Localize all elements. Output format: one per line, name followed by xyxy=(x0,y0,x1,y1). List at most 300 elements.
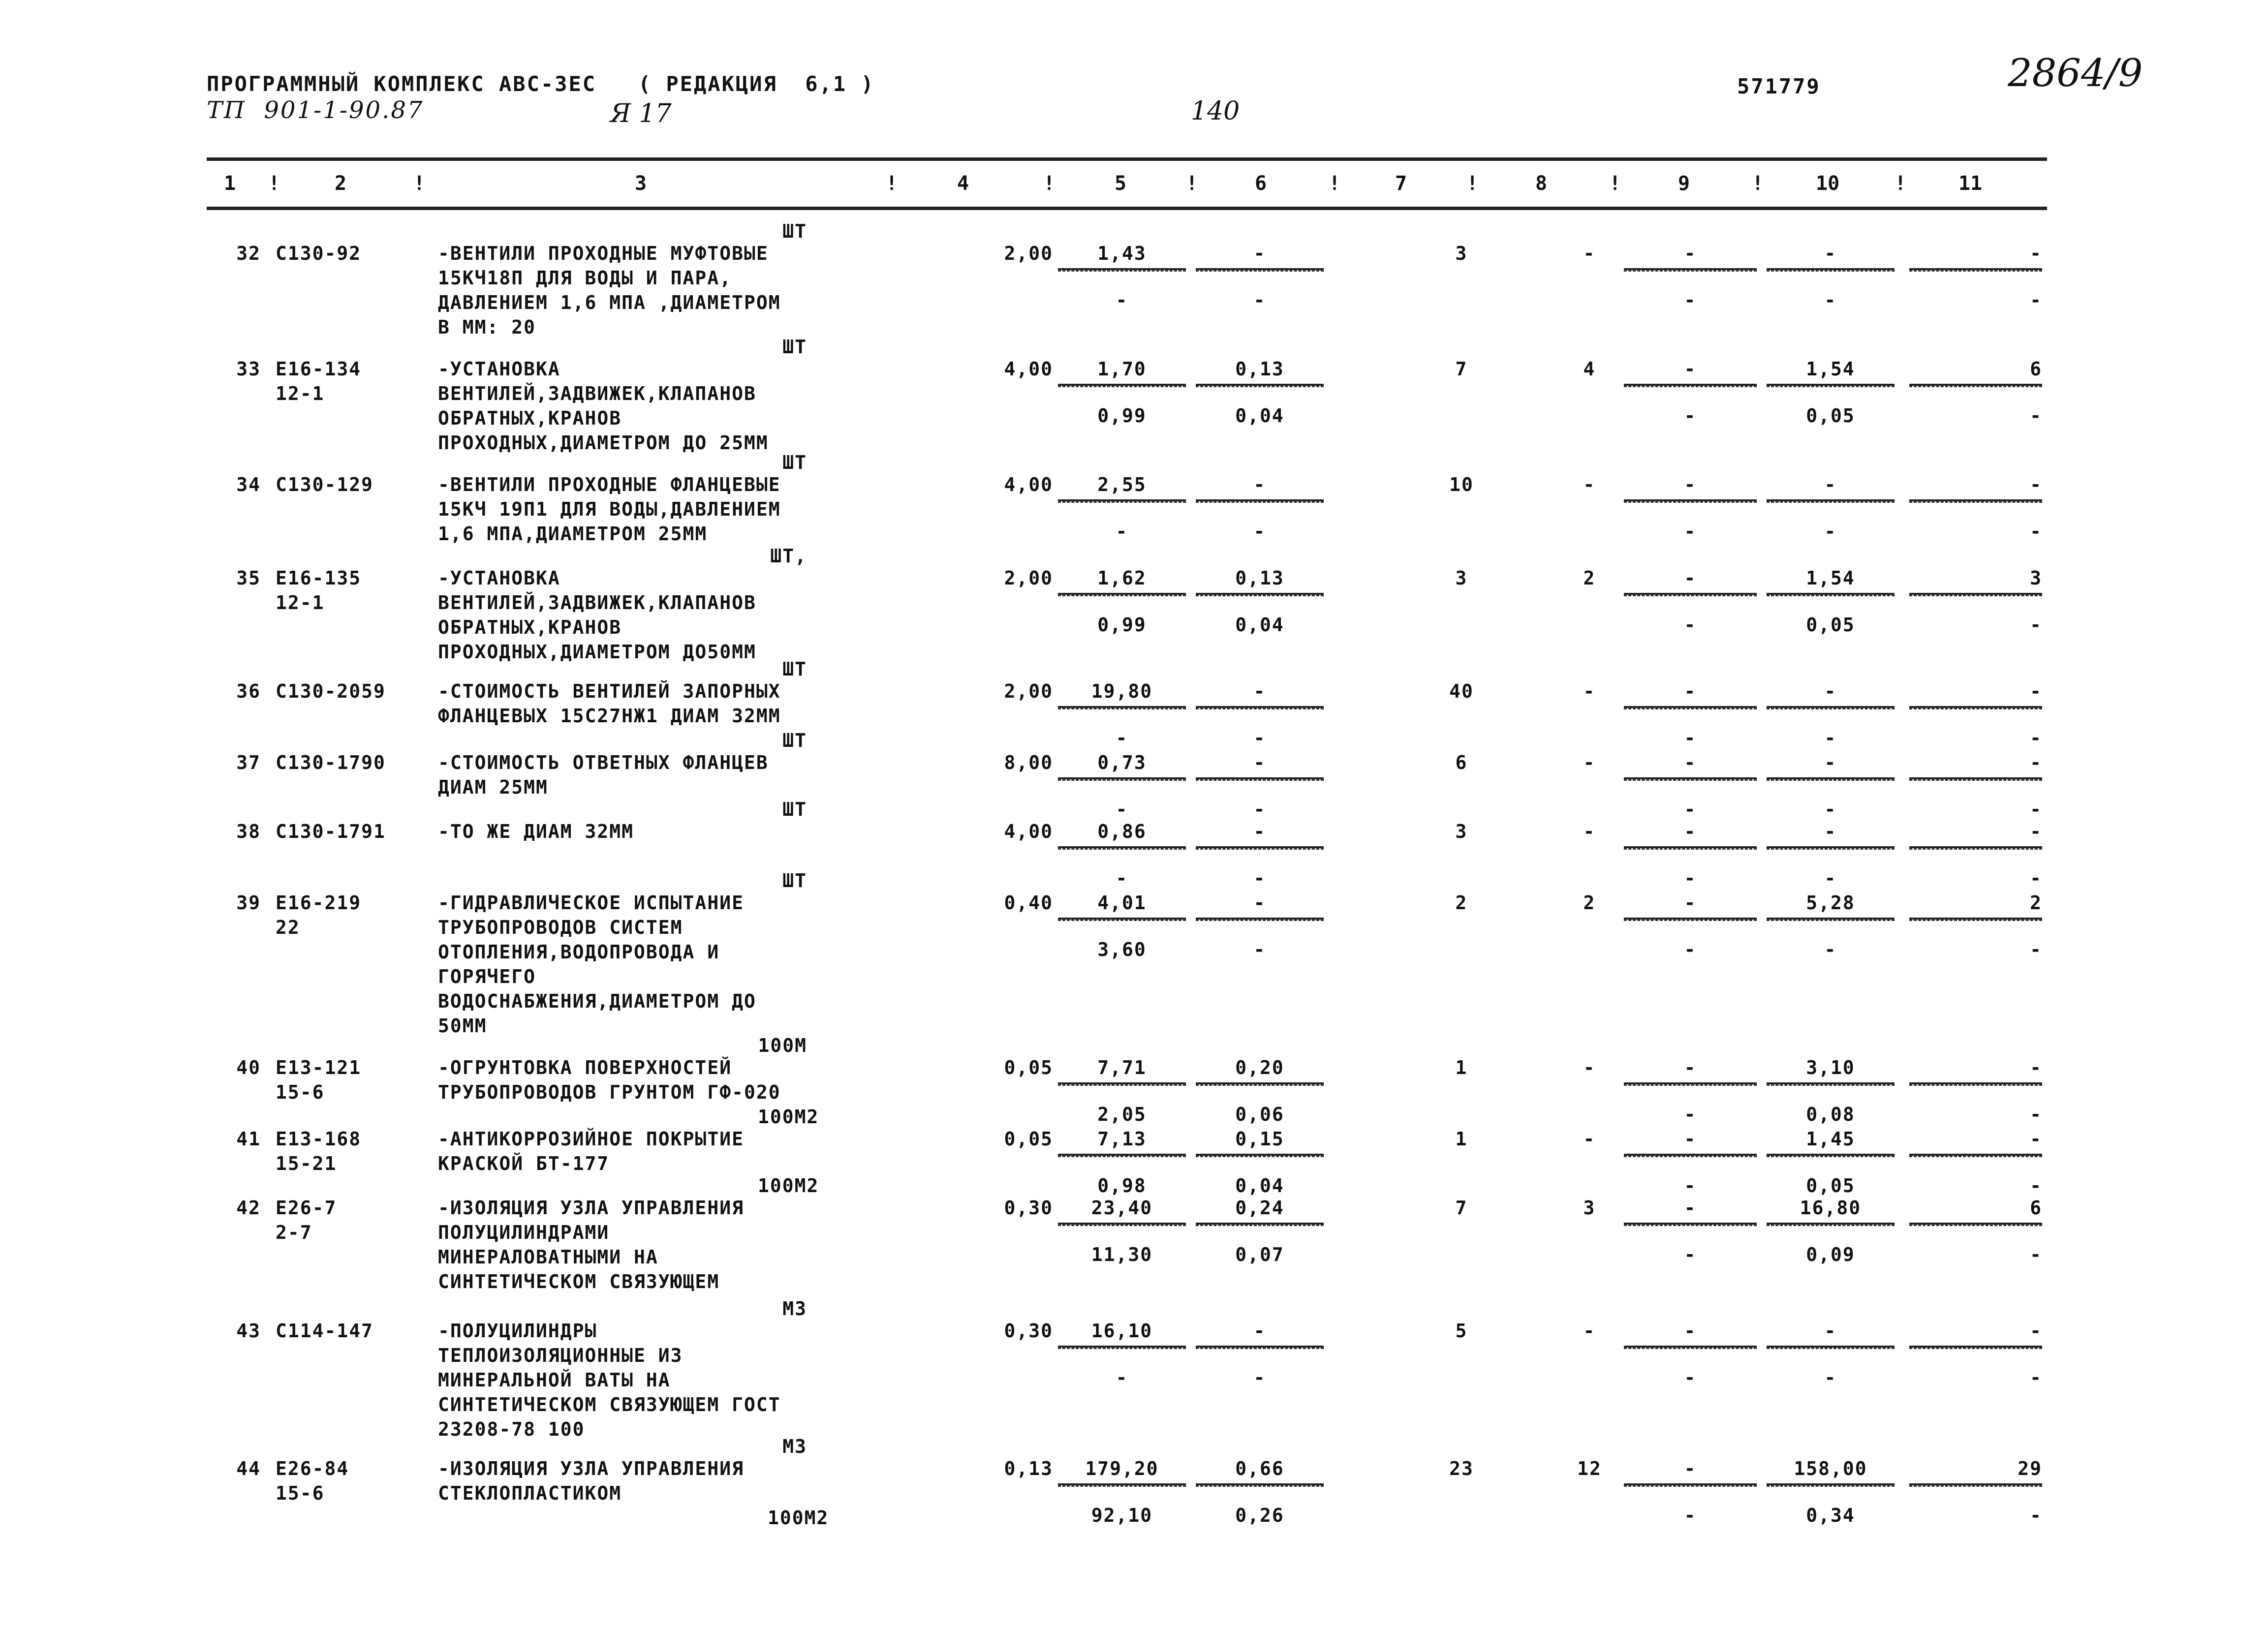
row-col11: - xyxy=(2030,821,2042,842)
row-col10: 16,80 xyxy=(1800,1197,1862,1219)
row-col6: 0,13 xyxy=(1235,358,1284,380)
row-number: 41 xyxy=(236,1128,261,1150)
fraction-line xyxy=(1624,777,1757,781)
row-col6: - xyxy=(1253,1320,1266,1342)
corner-number: 2864/9 xyxy=(2008,51,2143,95)
row-col10-sub: - xyxy=(1824,289,1837,311)
row-unit: ШТ xyxy=(782,452,807,473)
row-col6: 0,66 xyxy=(1235,1458,1284,1479)
row-col10: - xyxy=(1824,821,1837,842)
row-col8: 2 xyxy=(1583,892,1596,914)
row-col5-sub: 0,99 xyxy=(1097,614,1147,636)
header-bottom-rule xyxy=(207,207,2047,210)
fraction-line xyxy=(1058,777,1186,781)
row-quantity: 0,30 xyxy=(1004,1197,1053,1219)
fraction-line xyxy=(1058,384,1186,387)
row-col8: 2 xyxy=(1583,567,1596,589)
col-7: 7 xyxy=(1395,172,1407,195)
row-quantity: 2,00 xyxy=(1004,680,1053,702)
fraction-line xyxy=(1196,1223,1324,1226)
col-9: 9 xyxy=(1678,172,1690,195)
row-col10: - xyxy=(1824,1320,1837,1342)
row-quantity: 2,00 xyxy=(1004,243,1053,264)
row-unit: ШТ xyxy=(782,658,807,680)
row-col6-sub: - xyxy=(1253,521,1266,542)
row-unit: М3 xyxy=(782,1436,807,1457)
row-number: 44 xyxy=(236,1458,261,1479)
fraction-line xyxy=(1767,1346,1895,1349)
row-col9: - xyxy=(1684,567,1697,589)
col-sep: ! xyxy=(1329,172,1341,195)
row-col9-sub: - xyxy=(1684,1175,1697,1197)
row-col11: 2 xyxy=(2030,892,2042,914)
row-col6-sub: - xyxy=(1253,867,1266,889)
row-unit: ШТ, xyxy=(770,545,807,567)
fraction-line xyxy=(1767,268,1895,272)
fraction-line xyxy=(1624,384,1757,387)
fraction-line xyxy=(1196,268,1324,272)
fraction-line xyxy=(1196,593,1324,596)
row-col5: 16,10 xyxy=(1091,1320,1153,1342)
col-sep: ! xyxy=(1752,172,1764,195)
col-sep: ! xyxy=(1043,172,1056,195)
row-col6-sub: 0,04 xyxy=(1235,614,1284,636)
col-5: 5 xyxy=(1115,172,1127,195)
row-col5: 19,80 xyxy=(1091,680,1153,702)
row-col6-sub: - xyxy=(1253,1367,1266,1388)
fraction-line xyxy=(1909,706,2042,709)
row-col6: 0,15 xyxy=(1235,1128,1284,1150)
row-code: Е16-135 xyxy=(276,567,362,589)
row-code-sub: 15-6 xyxy=(276,1482,325,1504)
row-col5: 0,86 xyxy=(1097,821,1147,842)
fraction-line xyxy=(1058,846,1186,850)
row-col7: 3 xyxy=(1455,567,1468,589)
row-col5-sub: - xyxy=(1116,799,1128,820)
row-col9-sub: - xyxy=(1684,521,1697,542)
row-col8: - xyxy=(1583,1320,1596,1342)
fraction-line xyxy=(1909,1483,2042,1487)
row-col11-sub: - xyxy=(2030,405,2042,427)
row-number: 39 xyxy=(236,892,261,914)
row-col8: - xyxy=(1583,243,1596,264)
row-description: -АНТИКОРРОЗИЙНОЕ ПОКРЫТИЕ КРАСКОЙ БТ-177 xyxy=(438,1128,744,1174)
row-col10-sub: - xyxy=(1824,867,1837,889)
col-sep: ! xyxy=(1466,172,1479,195)
fraction-line xyxy=(1909,1223,2042,1226)
row-col9: - xyxy=(1684,680,1697,702)
fraction-line xyxy=(1624,1223,1757,1226)
row-col10-sub: - xyxy=(1824,727,1837,749)
row-code: С130-1791 xyxy=(276,821,386,842)
row-col11-sub: - xyxy=(2030,799,2042,820)
row-quantity: 2,00 xyxy=(1004,567,1053,589)
row-col11: 6 xyxy=(2030,1197,2042,1219)
row-code-sub: 15-6 xyxy=(276,1081,325,1103)
row-col10: 158,00 xyxy=(1794,1458,1867,1479)
row-description: -ОГРУНТОВКА ПОВЕРХНОСТЕЙ ТРУБОПРОВОДОВ ГРУНТОМ ГФ-020 xyxy=(438,1057,781,1103)
row-col10-sub: 0,05 xyxy=(1806,405,1855,427)
row-col6-sub: 0,04 xyxy=(1235,1175,1284,1197)
row-col5-sub: 92,10 xyxy=(1091,1505,1153,1526)
row-col9-sub: - xyxy=(1684,727,1697,749)
row-col10: 1,54 xyxy=(1806,567,1855,589)
row-col6-sub: 0,04 xyxy=(1235,405,1284,427)
row-unit: ШТ xyxy=(782,870,807,891)
fraction-line xyxy=(1058,268,1186,272)
row-col8: - xyxy=(1583,474,1596,495)
fraction-line xyxy=(1058,499,1186,503)
fraction-line xyxy=(1767,1082,1895,1086)
row-col10-sub: 0,05 xyxy=(1806,1175,1855,1197)
row-col5-sub: 0,99 xyxy=(1097,405,1147,427)
fraction-line xyxy=(1909,384,2042,387)
row-col9: - xyxy=(1684,752,1697,773)
row-col10-sub: 0,34 xyxy=(1806,1505,1855,1526)
row-col6: - xyxy=(1253,892,1266,914)
top-rule xyxy=(207,157,2047,161)
fraction-line xyxy=(1767,1154,1895,1157)
row-col7: 6 xyxy=(1455,752,1468,773)
row-number: 42 xyxy=(236,1197,261,1219)
fraction-line xyxy=(1624,1483,1757,1487)
row-col5-sub: 3,60 xyxy=(1097,939,1147,960)
fraction-line xyxy=(1196,499,1324,503)
column-number-row xyxy=(0,172,2268,197)
fraction-line xyxy=(1909,499,2042,503)
row-col10: - xyxy=(1824,474,1837,495)
fraction-line xyxy=(1624,1346,1757,1349)
row-description: -ГИДРАВЛИЧЕСКОЕ ИСПЫТАНИЕ ТРУБОПРОВОДОВ СИСТЕМ ОТОПЛЕНИЯ,ВОДОПРОВОДА И ГОРЯЧЕГО ВОДОСНАБЖЕНИЯ,ДИАМЕТРОМ ДО 50ММ xyxy=(438,892,756,1037)
row-col5: 2,55 xyxy=(1097,474,1147,495)
row-code: С114-147 xyxy=(276,1320,374,1342)
row-col5-sub: 11,30 xyxy=(1091,1244,1153,1265)
row-col9: - xyxy=(1684,1197,1697,1219)
fraction-line xyxy=(1624,593,1757,596)
row-col9-sub: - xyxy=(1684,405,1697,427)
fraction-line xyxy=(1767,384,1895,387)
row-col7: 5 xyxy=(1455,1320,1468,1342)
row-col6-sub: 0,06 xyxy=(1235,1104,1284,1125)
row-code-sub: 12-1 xyxy=(276,383,325,404)
row-col5: 4,01 xyxy=(1097,892,1147,914)
row-description: -СТОИМОСТЬ ВЕНТИЛЕЙ ЗАПОРНЫХ ФЛАНЦЕВЫХ 15С27НЖ1 ДИАМ 32ММ xyxy=(438,680,781,727)
fraction-line xyxy=(1767,593,1895,596)
row-col10-sub: - xyxy=(1824,939,1837,960)
fraction-line xyxy=(1909,777,2042,781)
row-col5: 1,43 xyxy=(1097,243,1147,264)
row-col11: - xyxy=(2030,752,2042,773)
row-number: 43 xyxy=(236,1320,261,1342)
col-6: 6 xyxy=(1255,172,1267,195)
row-col9-sub: - xyxy=(1684,799,1697,820)
row-description: -УСТАНОВКА ВЕНТИЛЕЙ,ЗАДВИЖЕК,КЛАПАНОВ ОБРАТНЫХ,КРАНОВ ПРОХОДНЫХ,ДИАМЕТРОМ ДО50ММ xyxy=(438,567,756,663)
row-col10: 1,54 xyxy=(1806,358,1855,380)
row-unit: ШТ xyxy=(782,799,807,820)
col-11: 11 xyxy=(1958,172,1983,195)
row-quantity: 4,00 xyxy=(1004,358,1053,380)
fraction-line xyxy=(1767,918,1895,921)
row-col7: 7 xyxy=(1455,1197,1468,1219)
fraction-line xyxy=(1058,918,1186,921)
row-col9: - xyxy=(1684,892,1697,914)
fraction-line xyxy=(1196,1346,1324,1349)
row-col9: - xyxy=(1684,474,1697,495)
col-3: 3 xyxy=(635,172,647,195)
row-col5: 1,62 xyxy=(1097,567,1147,589)
fraction-line xyxy=(1624,268,1757,272)
row-col10: - xyxy=(1824,243,1837,264)
row-col5: 7,13 xyxy=(1097,1128,1147,1150)
row-description: -ТО ЖЕ ДИАМ 32ММ xyxy=(438,821,634,842)
row-col6-sub: 0,26 xyxy=(1235,1505,1284,1526)
fraction-line xyxy=(1767,1223,1895,1226)
page-number: 140 xyxy=(1191,96,1240,126)
row-col9: - xyxy=(1684,1057,1697,1078)
row-number: 37 xyxy=(236,752,261,773)
row-col6-sub: - xyxy=(1253,727,1266,749)
row-col5-sub: - xyxy=(1116,867,1128,889)
fraction-line xyxy=(1624,1082,1757,1086)
row-col8: - xyxy=(1583,821,1596,842)
fraction-line xyxy=(1624,499,1757,503)
row-quantity: 4,00 xyxy=(1004,474,1053,495)
row-quantity: 8,00 xyxy=(1004,752,1053,773)
fraction-line xyxy=(1909,593,2042,596)
row-code: Е26-84 xyxy=(276,1458,349,1479)
fraction-line xyxy=(1196,777,1324,781)
fraction-line xyxy=(1058,1223,1186,1226)
row-quantity: 0,05 xyxy=(1004,1128,1053,1150)
fraction-line xyxy=(1196,706,1324,709)
row-code-sub: 2-7 xyxy=(276,1222,312,1243)
row-description: -ИЗОЛЯЦИЯ УЗЛА УПРАВЛЕНИЯ ПОЛУЦИЛИНДРАМИ МИНЕРАЛОВАТНЫМИ НА СИНТЕТИЧЕСКОМ СВЯЗУЮЩЕМ xyxy=(438,1197,744,1292)
row-col10-sub: - xyxy=(1824,521,1837,542)
fraction-line xyxy=(1767,777,1895,781)
fraction-line xyxy=(1058,1082,1186,1086)
row-col6: - xyxy=(1253,680,1266,702)
row-col9-sub: - xyxy=(1684,1104,1697,1125)
row-col5-sub: - xyxy=(1116,521,1128,542)
row-code: С130-129 xyxy=(276,474,374,495)
row-quantity: 4,00 xyxy=(1004,821,1053,842)
row-description: -ПОЛУЦИЛИНДРЫ ТЕПЛОИЗОЛЯЦИОННЫЕ ИЗ МИНЕРАЛЬНОЙ ВАТЫ НА СИНТЕТИЧЕСКОМ СВЯЗУЮЩЕМ ГОСТ 23208-78 100 xyxy=(438,1320,781,1440)
fraction-line xyxy=(1909,1346,2042,1349)
row-col11: 6 xyxy=(2030,358,2042,380)
row-col9: - xyxy=(1684,358,1697,380)
row-unit: ШТ xyxy=(782,730,807,751)
row-col10: - xyxy=(1824,680,1837,702)
fraction-line xyxy=(1624,706,1757,709)
row-code-sub: 12-1 xyxy=(276,592,325,614)
row-description: -ИЗОЛЯЦИЯ УЗЛА УПРАВЛЕНИЯ СТЕКЛОПЛАСТИКОМ xyxy=(438,1458,744,1504)
row-col8: - xyxy=(1583,1128,1596,1150)
row-col8: - xyxy=(1583,1057,1596,1078)
row-code: Е16-219 xyxy=(276,892,362,914)
row-quantity: 0,05 xyxy=(1004,1057,1053,1078)
row-col7: 3 xyxy=(1455,821,1468,842)
row-col6: 0,20 xyxy=(1235,1057,1284,1078)
row-col7: 23 xyxy=(1449,1458,1474,1479)
fraction-line xyxy=(1624,846,1757,850)
row-unit: 100М xyxy=(758,1035,807,1056)
row-col11-sub: - xyxy=(2030,867,2042,889)
fraction-line xyxy=(1196,846,1324,850)
row-col11: - xyxy=(2030,474,2042,495)
fraction-line xyxy=(1909,918,2042,921)
row-col7: 2 xyxy=(1455,892,1468,914)
row-col9-sub: - xyxy=(1684,1505,1697,1526)
row-quantity: 0,40 xyxy=(1004,892,1053,914)
fraction-line xyxy=(1767,1483,1895,1487)
fraction-line xyxy=(1624,1154,1757,1157)
row-col11: 29 xyxy=(2018,1458,2042,1479)
row-col6-sub: - xyxy=(1253,289,1266,311)
fraction-line xyxy=(1196,384,1324,387)
row-code: Е26-7 xyxy=(276,1197,337,1219)
row-col11-sub: - xyxy=(2030,1505,2042,1526)
sheet-mark: Я 17 xyxy=(610,99,672,128)
program-title: ПРОГРАММНЫЙ КОМПЛЕКС АВС-ЗЕС ( РЕДАКЦИЯ 6,1 ) xyxy=(207,72,875,96)
row-number: 32 xyxy=(236,243,261,264)
row-col9: - xyxy=(1684,1458,1697,1479)
row-code-sub: 15-21 xyxy=(276,1153,337,1174)
row-quantity: 0,13 xyxy=(1004,1458,1053,1479)
row-col9-sub: - xyxy=(1684,614,1697,636)
fraction-line xyxy=(1196,918,1324,921)
row-col9-sub: - xyxy=(1684,289,1697,311)
row-col11-sub: - xyxy=(2030,521,2042,542)
fraction-line xyxy=(1909,846,2042,850)
row-col5-sub: - xyxy=(1116,289,1128,311)
row-col11-sub: - xyxy=(2030,1175,2042,1197)
col-8: 8 xyxy=(1535,172,1548,195)
fraction-line xyxy=(1196,1082,1324,1086)
row-col10-sub: - xyxy=(1824,1367,1837,1388)
row-col6: - xyxy=(1253,752,1266,773)
row-col9: - xyxy=(1684,1128,1697,1150)
row-col8: 12 xyxy=(1577,1458,1602,1479)
row-col5: 23,40 xyxy=(1091,1197,1153,1219)
row-col10-sub: 0,09 xyxy=(1806,1244,1855,1265)
row-col9-sub: - xyxy=(1684,1367,1697,1388)
col-1: 1 xyxy=(224,172,236,195)
row-code-sub: 22 xyxy=(276,917,300,938)
row-col10: 5,28 xyxy=(1806,892,1855,914)
row-col11: - xyxy=(2030,680,2042,702)
row-unit: ШТ xyxy=(782,220,807,242)
fraction-line xyxy=(1058,1346,1186,1349)
row-col8: - xyxy=(1583,752,1596,773)
row-col5-sub: - xyxy=(1116,1367,1128,1388)
fraction-line xyxy=(1058,706,1186,709)
row-col6-sub: - xyxy=(1253,799,1266,820)
row-description: -ВЕНТИЛИ ПРОХОДНЫЕ ФЛАНЦЕВЫЕ 15КЧ 19П1 ДЛЯ ВОДЫ,ДАВЛЕНИЕМ 1,6 МПА,ДИАМЕТРОМ 25ММ xyxy=(438,474,781,545)
col-sep: ! xyxy=(1895,172,1907,195)
row-col11-sub: - xyxy=(2030,939,2042,960)
row-col6: 0,13 xyxy=(1235,567,1284,589)
row-col10: 3,10 xyxy=(1806,1057,1855,1078)
row-col11: - xyxy=(2030,243,2042,264)
row-col7: 3 xyxy=(1455,243,1468,264)
row-col11-sub: - xyxy=(2030,727,2042,749)
fraction-line xyxy=(1909,1154,2042,1157)
row-col5: 1,70 xyxy=(1097,358,1147,380)
row-description: -ВЕНТИЛИ ПРОХОДНЫЕ МУФТОВЫЕ 15КЧ18П ДЛЯ ВОДЫ И ПАРА, ДАВЛЕНИЕМ 1,6 МПА ,ДИАМЕТРОМ В ММ: 20 xyxy=(438,243,781,338)
row-code: С130-2059 xyxy=(276,680,386,702)
fraction-line xyxy=(1196,1154,1324,1157)
row-col8: 4 xyxy=(1583,358,1596,380)
col-sep: ! xyxy=(1609,172,1621,195)
col-10: 10 xyxy=(1816,172,1840,195)
row-col5-sub: - xyxy=(1116,727,1128,749)
row-col11-sub: - xyxy=(2030,289,2042,311)
fraction-line xyxy=(1058,593,1186,596)
row-number: 36 xyxy=(236,680,261,702)
row-number: 35 xyxy=(236,567,261,589)
row-col7: 40 xyxy=(1449,680,1474,702)
row-unit: 100М2 xyxy=(758,1175,819,1197)
row-code: Е16-134 xyxy=(276,358,362,380)
row-col10-sub: 0,08 xyxy=(1806,1104,1855,1125)
row-description: -СТОИМОСТЬ ОТВЕТНЫХ ФЛАНЦЕВ ДИАМ 25ММ xyxy=(438,752,769,798)
row-col6-sub: - xyxy=(1253,939,1266,960)
fraction-line xyxy=(1767,846,1895,850)
row-col6: - xyxy=(1253,474,1266,495)
fraction-line xyxy=(1624,918,1757,921)
row-col7: 1 xyxy=(1455,1057,1468,1078)
row-description: -УСТАНОВКА ВЕНТИЛЕЙ,ЗАДВИЖЕК,КЛАПАНОВ ОБРАТНЫХ,КРАНОВ ПРОХОДНЫХ,ДИАМЕТРОМ ДО 25ММ xyxy=(438,358,769,454)
row-col10-sub: - xyxy=(1824,799,1837,820)
col-sep: ! xyxy=(268,172,280,195)
row-quantity: 0,30 xyxy=(1004,1320,1053,1342)
row-col6: 0,24 xyxy=(1235,1197,1284,1219)
row-col9-sub: - xyxy=(1684,939,1697,960)
row-col8: 3 xyxy=(1583,1197,1596,1219)
col-4: 4 xyxy=(957,172,969,195)
row-col6-sub: 0,07 xyxy=(1235,1244,1284,1265)
row-col11: - xyxy=(2030,1128,2042,1150)
row-col5: 179,20 xyxy=(1085,1458,1159,1479)
project-code: ТП 901-1-90.87 xyxy=(207,96,424,124)
row-col11-sub: - xyxy=(2030,1367,2042,1388)
row-col9-sub: - xyxy=(1684,1244,1697,1265)
row-col11: 3 xyxy=(2030,567,2042,589)
col-sep: ! xyxy=(413,172,426,195)
footer-unit: 100М2 xyxy=(768,1507,829,1529)
fraction-line xyxy=(1196,1483,1324,1487)
row-col11-sub: - xyxy=(2030,614,2042,636)
row-col9: - xyxy=(1684,243,1697,264)
row-unit: М3 xyxy=(782,1298,807,1320)
row-col11: - xyxy=(2030,1057,2042,1078)
row-col10-sub: 0,05 xyxy=(1806,614,1855,636)
row-col8: - xyxy=(1583,680,1596,702)
fraction-line xyxy=(1909,268,2042,272)
row-code: Е13-121 xyxy=(276,1057,362,1078)
row-number: 33 xyxy=(236,358,261,380)
document-number: 571779 xyxy=(1737,74,1821,98)
row-number: 34 xyxy=(236,474,261,495)
col-sep: ! xyxy=(886,172,898,195)
row-col11-sub: - xyxy=(2030,1104,2042,1125)
row-code: С130-1790 xyxy=(276,752,386,773)
fraction-line xyxy=(1058,1483,1186,1487)
row-col10: - xyxy=(1824,752,1837,773)
row-col11-sub: - xyxy=(2030,1244,2042,1265)
fraction-line xyxy=(1058,1154,1186,1157)
row-unit: 100М2 xyxy=(758,1106,819,1128)
